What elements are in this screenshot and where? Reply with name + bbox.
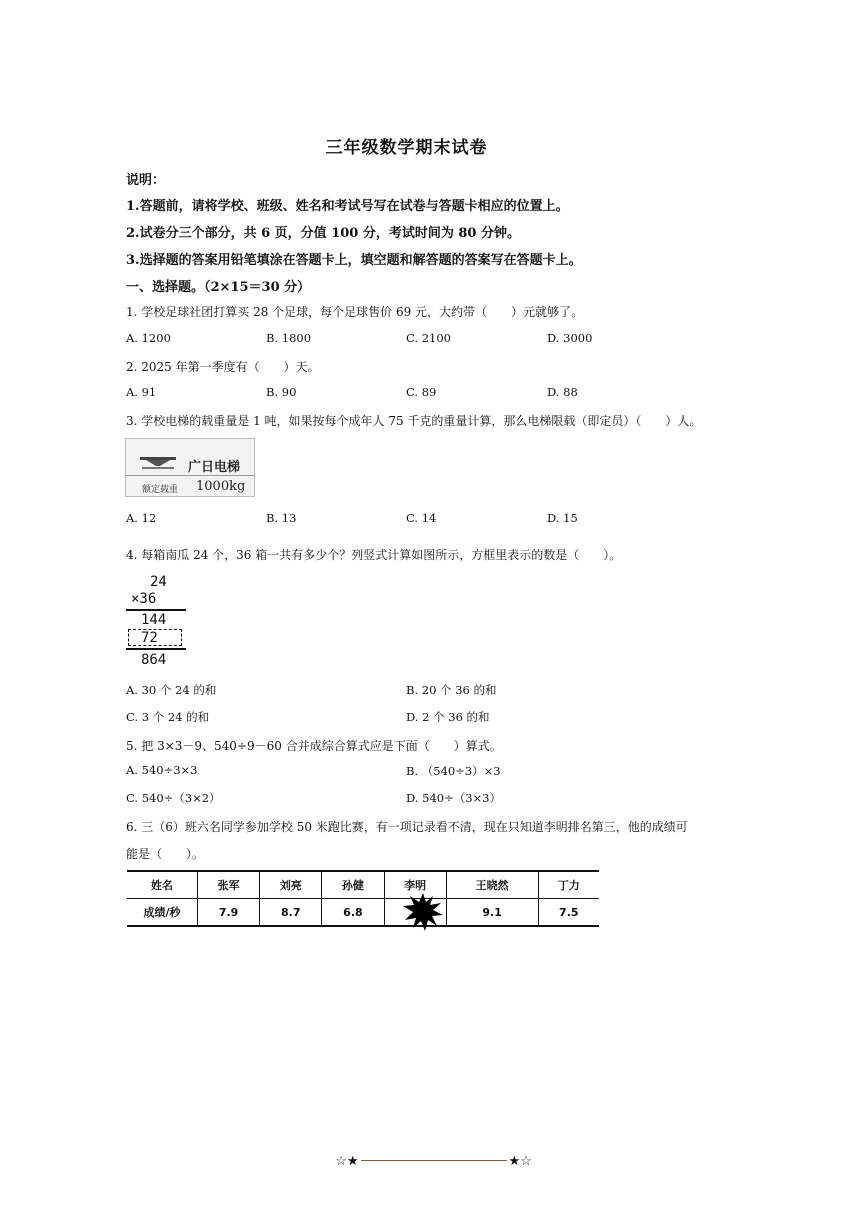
option-d: D. 88 xyxy=(547,385,578,399)
table-cell: 7.9 xyxy=(198,899,260,927)
elevator-brand: 广日电梯 xyxy=(188,460,241,475)
obscured-score-cell xyxy=(384,899,446,927)
table-row xyxy=(127,899,599,927)
table-cell: 姓名 xyxy=(127,871,198,899)
elevator-sign-image xyxy=(125,438,255,497)
table-cell: 7.5 xyxy=(538,899,599,927)
footer-stars-left: ☆★ xyxy=(335,1154,359,1169)
option-d: D. 540÷（3×3） xyxy=(406,791,501,805)
option-d: D. 2 个 36 的和 xyxy=(406,710,490,724)
option-b: B. （540÷3）×3 xyxy=(406,764,501,778)
option-a: A. 12 xyxy=(126,511,157,525)
option-a: A. 540÷3×3 xyxy=(126,763,198,777)
option-b: B. 20 个 36 的和 xyxy=(406,683,497,697)
question-text: 1. 学校足球社团打算买 28 个足球，每个足球售价 69 元，大约带（ ）元就够了。 xyxy=(126,305,584,319)
instruction-item: 2.试卷分三个部分，共 6 页，分值 100 分，考试时间为 80 分钟。 xyxy=(126,226,520,241)
rated-load-value: 1000kg xyxy=(196,479,246,494)
sign-divider xyxy=(126,475,254,476)
option-d: D. 15 xyxy=(547,511,578,525)
question-text: 3. 学校电梯的载重量是 1 吨，如果按每个成年人 75 千克的重量计算，那么电梯限载（即定员）（ ）人。 xyxy=(126,414,702,428)
option-a: A. 1200 xyxy=(126,331,171,345)
question-text: 2. 2025 年第一季度有（ ）天。 xyxy=(126,360,320,374)
table-header-row xyxy=(127,871,599,899)
rated-load-label: 额定载重 xyxy=(142,485,179,495)
table-cell: 孙健 xyxy=(322,871,384,899)
option-a: A. 30 个 24 的和 xyxy=(126,683,217,697)
option-c: C. 2100 xyxy=(406,331,451,345)
table-cell: 王晓然 xyxy=(446,871,538,899)
product-result: 864 xyxy=(141,652,167,668)
table-cell: 李明 xyxy=(384,871,446,899)
table-cell: 张军 xyxy=(198,871,260,899)
ink-blot-icon xyxy=(403,893,443,931)
footer-stars-right: ★☆ xyxy=(508,1154,532,1169)
option-c: C. 540÷（3×2） xyxy=(126,791,221,805)
question-text: 5. 把 3×3－9、540÷9－60 合并成综合算式应是下面（ ）算式。 xyxy=(126,739,502,753)
option-b: B. 1800 xyxy=(266,331,312,345)
calc-line xyxy=(126,648,186,650)
multiplier: ×36 xyxy=(131,591,157,607)
elevator-logo-icon xyxy=(138,456,178,470)
option-c: C. 89 xyxy=(406,385,437,399)
partial-product-2: 72 xyxy=(141,630,158,646)
instruction-item: 1.答题前，请将学校、班级、姓名和考试号写在试卷与答题卡相应的位置上。 xyxy=(126,199,569,214)
table-cell: 成绩/秒 xyxy=(127,899,198,927)
multiplicand: 24 xyxy=(150,574,167,590)
option-c: C. 14 xyxy=(406,511,437,525)
option-c: C. 3 个 24 的和 xyxy=(126,710,210,724)
partial-product-1: 144 xyxy=(141,612,167,628)
page-title: 三年级数学期末试卷 xyxy=(325,138,488,158)
instructions-label: 说明： xyxy=(126,173,166,188)
footer-decoration xyxy=(0,1150,867,1169)
question-text: 4. 每箱南瓜 24 个，36 箱一共有多少个？列竖式计算如图所示，方框里表示的数是（ ）。 xyxy=(126,548,622,562)
option-b: B. 13 xyxy=(266,511,297,525)
table-cell: 刘亮 xyxy=(260,871,322,899)
score-table xyxy=(127,870,599,927)
option-a: A. 91 xyxy=(126,385,157,399)
question-text: 6. 三（6）班六名同学参加学校 50 米跑比赛，有一项记录看不清，现在只知道李明排名第三，他的成绩可 xyxy=(126,820,688,834)
table-cell: 丁力 xyxy=(538,871,599,899)
section-heading: 一、选择题。（2×15＝30 分） xyxy=(126,280,311,295)
option-b: B. 90 xyxy=(266,385,297,399)
question-text-continued: 能是（ ）。 xyxy=(126,847,205,861)
option-d: D. 3000 xyxy=(547,331,593,345)
instruction-item: 3.选择题的答案用铅笔填涂在答题卡上，填空题和解答题的答案写在答题卡上。 xyxy=(126,253,582,268)
calc-line xyxy=(126,609,186,611)
footer-line xyxy=(361,1160,507,1162)
table-cell: 8.7 xyxy=(260,899,322,927)
table-cell: 9.1 xyxy=(446,899,538,927)
table-cell: 6.8 xyxy=(322,899,384,927)
